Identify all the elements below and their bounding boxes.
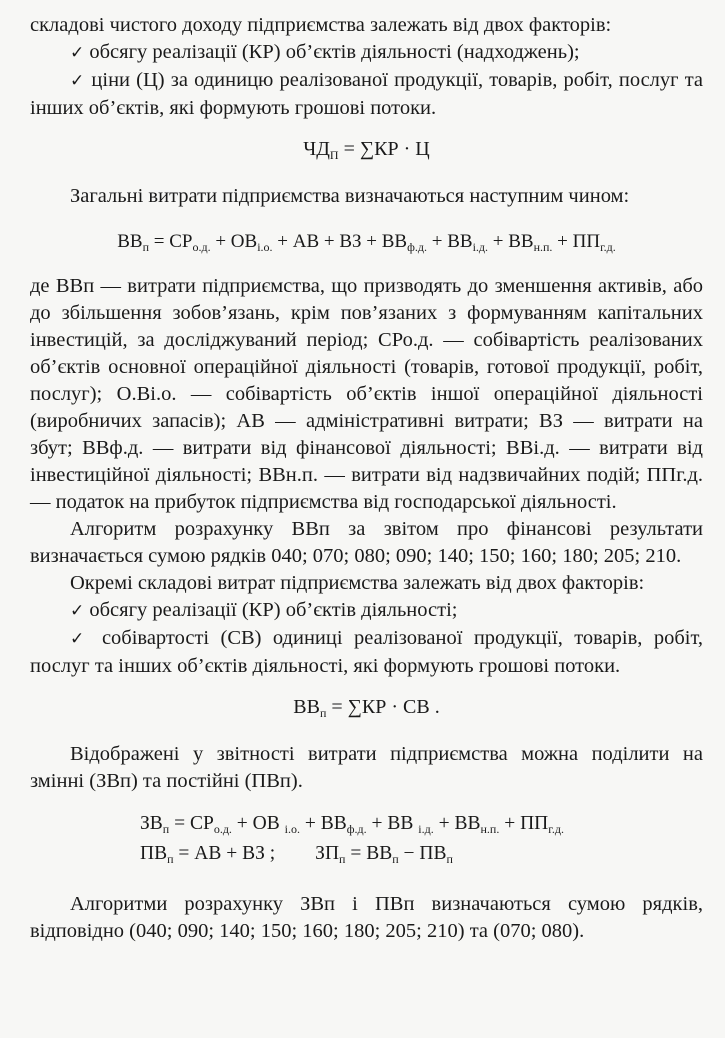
formula-block <box>140 809 703 869</box>
paragraph-final: Алгоритми розрахунку ЗВп і ПВп визначаються сумою рядків, відповідно (040; 090; 140; 150; 160; 180; 205; 210) та (070; 080). <box>30 893 703 942</box>
paragraph-algorithm: Алгоритм розрахунку ВВп за звітом про фінансові результати визначається сумою рядків 040; 070; 080; 090; 140; 150; 160; 180; 205; 210. <box>30 518 703 567</box>
checkmark-icon: ✓ <box>70 71 86 91</box>
formula-fixed-costs: $ПВ_п$ = АВ + ВЗ ; $ЗП_п = ВВ_п - ПВ_п$ <box>140 843 453 866</box>
paragraph-total-costs: Загальні витрати підприємства визначаються наступним чином: <box>70 185 630 207</box>
checklist-item <box>30 597 703 625</box>
paragraph-definitions: де ВВп — витрати підприємства, що призводять до зменшення активів, або до збільшення зобов’язань, крім пов’язаних з формуванням капітальних інвестицій, за досліджуваний період; СРо.д. — собівартість реалізованих об’єктів основної операційної діяльності (товарів, готової продукції, робіт, послуг); О.Ві.о. — собівартість об’єктів іншої операційної діяльності (виробничих запасів); АВ — адміністративні витрати; ВЗ — витрати на збут; ВВф.д. — витрати від фінансової діяльності; ВВі.д. — витрати від інвестиційної діяльності; ВВн.п. — витрати від надзвичайних подій; ППг.д. — податок на прибуток підприємства від господарської діяльності. <box>30 275 703 513</box>
checklist-text: собівартості (СВ) одиниці реалізованої продукції, товарів, робіт, послуг та інших об’єктів діяльності, які формують грошові потоки. <box>30 627 703 677</box>
checklist-item <box>30 625 703 680</box>
formula-variable-costs: $ЗВ_п = СР_{о.д.}$ + ОВ $_{і.о.} + ВВ_{ф.д.}$ + ВВ $_{і.д.} + ВВ_{н.п.} + ПП_{г.д.}$ <box>140 813 564 836</box>
checklist-item <box>30 67 703 122</box>
paragraph-intro: складові чистого доходу підприємства залежать від двох факторів: <box>30 14 612 36</box>
paragraph-cost-factors: Окремі складові витрат підприємства залежать від двох факторів: <box>70 572 645 594</box>
checkmark-icon: ✓ <box>70 629 91 649</box>
formula-total-costs: $ВВ_п = СР_{о.д.} + ОВ_{і.о.}$ + АВ + ВЗ + $ВВ_{ф.д.} + ВВ_{і.д.} + ВВ_{н.п.} + ПП_{г.д.}$ <box>117 231 616 254</box>
checklist-text: ціни (Ц) за одиницю реалізованої продукції, товарів, робіт, послуг та інших об’єктів, які формують грошові потоки. <box>30 69 704 119</box>
checkmark-icon: ✓ <box>70 601 85 621</box>
paragraph-variable-fixed: Відображені у звітності витрати підприємства можна поділити на змінні (ЗВп) та постійні (ПВп). <box>30 743 703 792</box>
checklist-text: обсягу реалізації (КР) об’єктів діяльності (надходжень); <box>89 41 580 63</box>
checklist-text: обсягу реалізації (КР) об’єктів діяльності; <box>89 599 458 621</box>
formula-costs-sum: $ВВ_п = \sum КР$ · СВ . <box>293 696 440 720</box>
checklist-item <box>30 39 703 67</box>
formula-net-income: $ЧД_П = \sum КР \cdot Ц$ <box>303 138 430 162</box>
checkmark-icon: ✓ <box>70 43 85 63</box>
